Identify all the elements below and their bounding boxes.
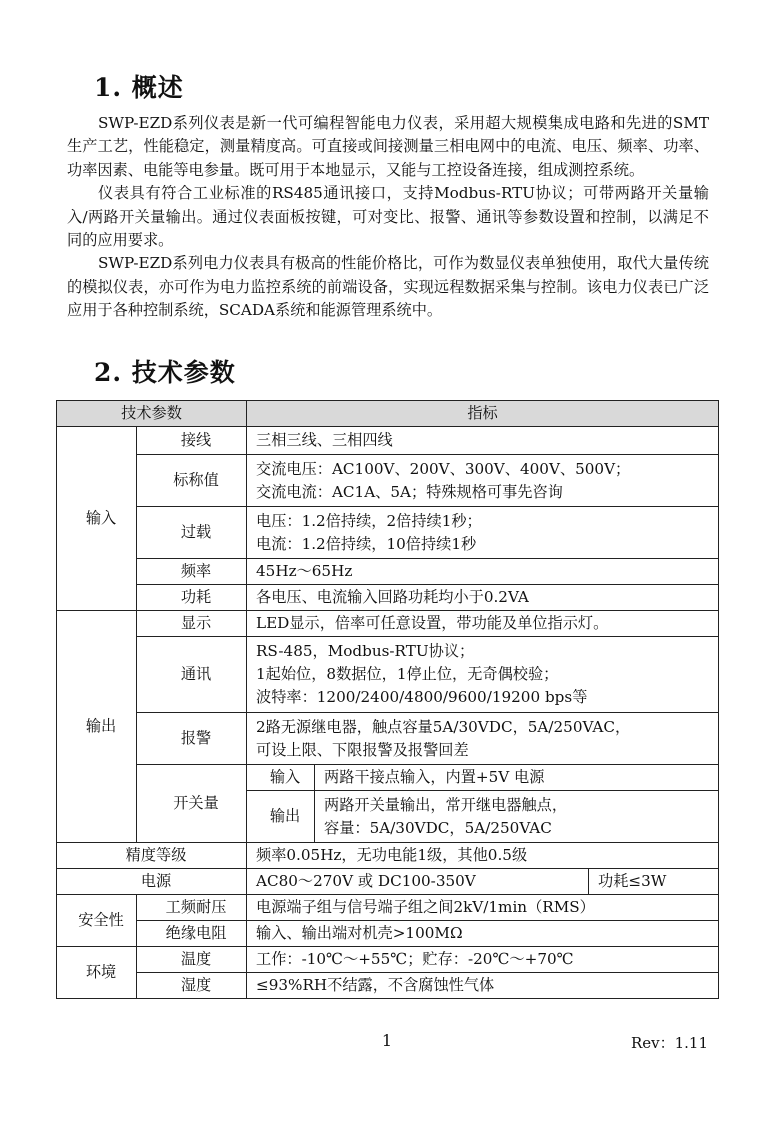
table-row [57, 843, 719, 869]
row-value: 电源端子组与信号端子组之间2kV/1min（RMS） [247, 895, 719, 921]
section-heading-overview: 1. 概述 [94, 73, 184, 102]
row-label: 工频耐压 [137, 895, 247, 921]
row-value: 交流电压：AC100V、200V、300V、400V、500V； 交流电流：AC1A、5A；特殊规格可事先咨询 [247, 455, 719, 507]
row-value: AC80～270V 或 DC100-350V [247, 869, 589, 895]
row-label: 湿度 [137, 973, 247, 999]
section-heading-spec: 2. 技术参数 [94, 358, 236, 387]
table-row [57, 507, 719, 559]
row-value: 各电压、电流输入回路功耗均小于0.2VA [247, 585, 719, 611]
row-label: 电源 [57, 869, 247, 895]
row-value: RS-485，Modbus-RTU协议； 1起始位，8数据位，1停止位，无奇偶校验； 波特率：1200/2400/4800/9600/19200 bps等 [247, 637, 719, 713]
row-label: 精度等级 [57, 843, 247, 869]
overview-text [67, 112, 709, 323]
row-value: 三相三线、三相四线 [247, 427, 719, 455]
row-value: 2路无源继电器，触点容量5A/30VDC，5A/250VAC， 可设上限、下限报警及报警回差 [247, 713, 719, 765]
row-value: 工作：-10℃～+55℃；贮存：-20℃～+70℃ [247, 947, 719, 973]
table-row [57, 947, 719, 973]
row-value: 频率0.05Hz，无功电能1级，其他0.5级 [247, 843, 719, 869]
sub-label: 输出 [247, 791, 315, 843]
paragraph-2: 仪表具有符合工业标准的RS485通讯接口，支持Modbus-RTU协议；可带两路开关量输入/两路开关量输出。通过仪表面板按键，可对变比、报警、通讯等参数设置和控制，以满足不同的应用要求。 [67, 184, 709, 250]
group-output: 输出 [57, 611, 137, 843]
group-environment: 环境 [57, 947, 137, 999]
row-label: 功耗 [137, 585, 247, 611]
table-row [57, 869, 719, 895]
paragraph-1: SWP-EZD系列仪表是新一代可编程智能电力仪表，采用超大规模集成电路和先进的SMT生产工艺，性能稳定，测量精度高。可直接或间接测量三相电网中的电流、电压、频率、功率、功率因素、电能等电参量。既可用于本地显示，又能与工控设备连接，组成测控系统。 [67, 114, 709, 179]
spec-table [56, 400, 719, 999]
row-label: 通讯 [137, 637, 247, 713]
table-row [57, 427, 719, 455]
paragraph-3: SWP-EZD系列电力仪表具有极高的性能价格比，可作为数显仪表单独使用，取代大量传统的模拟仪表，亦可作为电力监控系统的前端设备，实现远程数据采集与控制。该电力仪表已广泛应用于各种控制系统，SCADA系统和能源管理系统中。 [67, 254, 709, 320]
row-label: 标称值 [137, 455, 247, 507]
table-row [57, 455, 719, 507]
row-label: 开关量 [137, 765, 247, 843]
row-value: 输入、输出端对机壳>100MΩ [247, 921, 719, 947]
table-row [57, 637, 719, 713]
header-param: 技术参数 [57, 401, 247, 427]
row-label: 显示 [137, 611, 247, 637]
row-label: 报警 [137, 713, 247, 765]
table-row [57, 559, 719, 585]
page-number: 1 [381, 1031, 393, 1050]
table-row [57, 973, 719, 999]
row-value: 电压：1.2倍持续，2倍持续1秒； 电流：1.2倍持续，10倍持续1秒 [247, 507, 719, 559]
table-row [57, 765, 719, 791]
group-input: 输入 [57, 427, 137, 611]
table-row [57, 585, 719, 611]
row-label: 温度 [137, 947, 247, 973]
table-row [57, 713, 719, 765]
row-value: LED显示，倍率可任意设置，带功能及单位指示灯。 [247, 611, 719, 637]
row-value: 两路开关量输出，常开继电器触点， 容量：5A/30VDC，5A/250VAC [315, 791, 719, 843]
group-safety: 安全性 [57, 895, 137, 947]
row-label: 绝缘电阻 [137, 921, 247, 947]
row-label: 过载 [137, 507, 247, 559]
header-spec: 指标 [247, 401, 719, 427]
row-value: 两路干接点输入，内置+5V 电源 [315, 765, 719, 791]
power-consumption: 功耗≤3W [589, 869, 719, 895]
revision-label: Rev：1.11 [630, 1034, 708, 1052]
table-row [57, 921, 719, 947]
sub-label: 输入 [247, 765, 315, 791]
table-row [57, 611, 719, 637]
row-label: 频率 [137, 559, 247, 585]
table-row [57, 895, 719, 921]
table-header-row [57, 401, 719, 427]
row-label: 接线 [137, 427, 247, 455]
row-value: ≤93%RH不结露，不含腐蚀性气体 [247, 973, 719, 999]
row-value: 45Hz～65Hz [247, 559, 719, 585]
